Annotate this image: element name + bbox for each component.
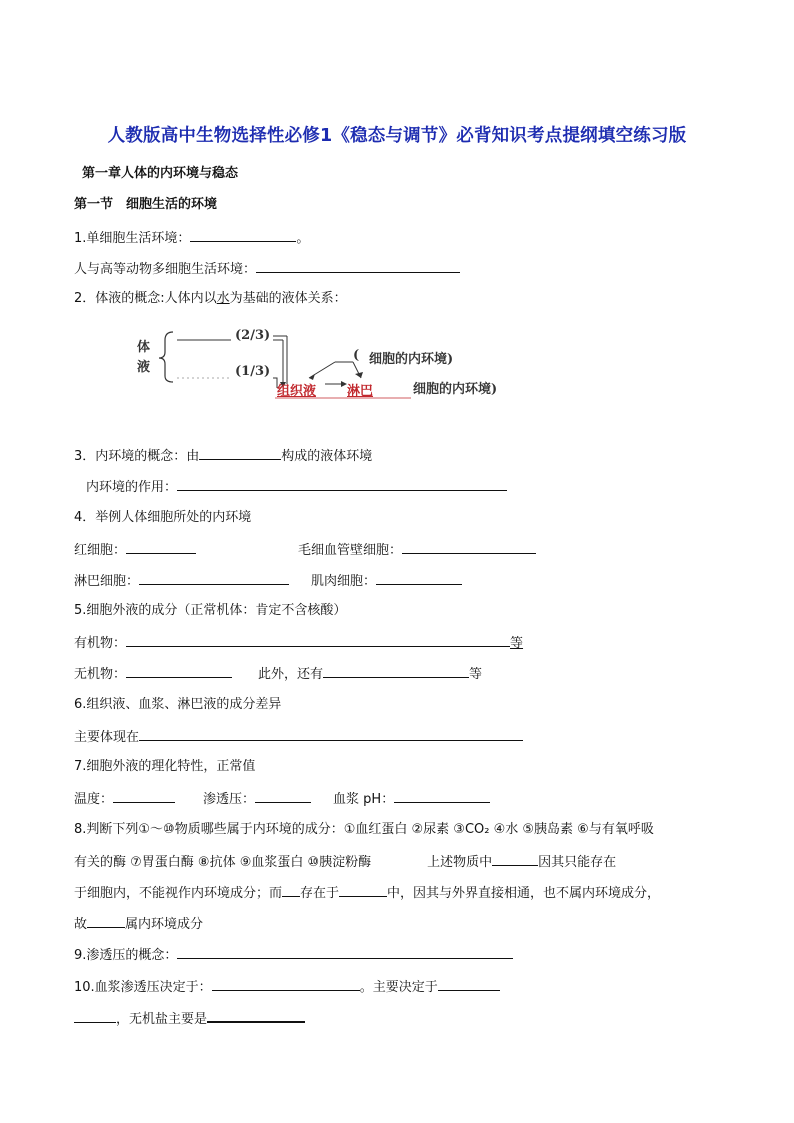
fraction-1-3: (1/3) [235,364,271,379]
question-5-organic: 有机物： 等 [74,633,523,653]
blank[interactable] [199,446,281,460]
blank[interactable] [402,540,536,554]
blank[interactable] [113,789,175,803]
question-1a: 1.单细胞生活环境： 。 [74,228,309,248]
question-9: 9.渗透压的概念： [74,945,513,965]
question-6-head: 6.组织液、血浆、淋巴液的成分差异 [74,697,282,712]
question-5-inorganic: 无机物： 此外，还有 等 [74,664,482,684]
blank[interactable] [126,633,510,647]
section-heading: 第一节 细胞生活的环境 [74,197,218,212]
blank[interactable] [177,477,507,491]
label-ti: 体 [137,340,151,355]
blank[interactable] [394,789,490,803]
label-zuzhi: 组织液 [277,384,317,399]
blank[interactable] [282,883,300,897]
blank[interactable] [212,977,360,991]
blank[interactable] [376,571,462,585]
question-10a: 10.血浆渗透压决定于： 。主要决定于 [74,977,500,997]
question-10b: ，无机盐主要是 [74,1008,305,1029]
blank[interactable] [438,977,500,991]
blank[interactable] [126,540,196,554]
label-ye: 液 [137,360,151,375]
q1b-text: 人与高等动物多细胞生活环境： [74,262,257,277]
blank[interactable] [207,1008,305,1023]
blank[interactable] [74,1009,116,1023]
question-8-line4: 故 属内环境成分 [74,914,203,934]
q1-text: 1.单细胞生活环境： [74,231,191,246]
question-1b [74,259,460,279]
blank[interactable] [339,883,387,897]
blank[interactable] [492,852,538,866]
question-4-row2: 淋巴细胞： 肌肉细胞： [74,571,462,591]
blank[interactable] [87,914,125,928]
blank[interactable] [323,664,469,678]
question-5-head: 5.细胞外液的成分（正常机体：肯定不含核酸） [74,603,347,618]
question-3a: 3．内环境的概念：由 构成的液体环境 [74,446,372,466]
blank[interactable] [177,945,513,959]
blank[interactable] [126,664,232,678]
fraction-2-3: (2/3) [235,328,271,343]
blank[interactable] [190,228,296,242]
document-title: 人教版高中生物选择性必修1《稳态与调节》必背知识考点提纲填空练习版 [107,126,687,146]
question-4-head: 4．举例人体细胞所处的内环境 [74,510,252,525]
question-8-line3: 于细胞内，不能视作内环境成分；而 存在于 中，因其与外界直接相通，也不属内环境成分， [74,883,660,903]
question-3b: 内环境的作用： [86,477,507,497]
body-fluid-diagram [135,322,535,412]
outer-env-label: 细胞的内环境) [413,382,498,397]
chapter-heading: 第一章人体的内环境与稳态 [82,166,239,181]
blank[interactable] [256,259,460,273]
question-2: 2．体液的概念:人体内以水为基础的液体关系： [74,291,347,306]
question-8-line1: 8.判断下列①～⑩物质哪些属于内环境的成分：①血红蛋白 ②尿素 ③CO₂ ④水 ⑤胰岛素 ⑥与有氧呼吸 [74,822,654,837]
label-linba: 淋巴 [347,384,374,399]
question-4-row1: 红细胞： 毛细血管壁细胞： [74,540,536,560]
paren-open: ( [353,348,360,363]
question-7-values: 温度： 渗透压： 血浆 pH： [74,789,490,809]
question-8-line2: 有关的酶 ⑦胃蛋白酶 ⑧抗体 ⑨血浆蛋白 ⑩胰淀粉酶 上述物质中 因其只能存在 [74,852,616,872]
blank[interactable] [255,789,311,803]
question-6-body: 主要体现在 [74,727,523,747]
diagram-lines [135,322,535,412]
blank[interactable] [139,571,289,585]
question-7-head: 7.细胞外液的理化特性，正常值 [74,759,256,774]
inner-env-label: 细胞的内环境) [369,352,454,367]
blank[interactable] [139,727,523,741]
